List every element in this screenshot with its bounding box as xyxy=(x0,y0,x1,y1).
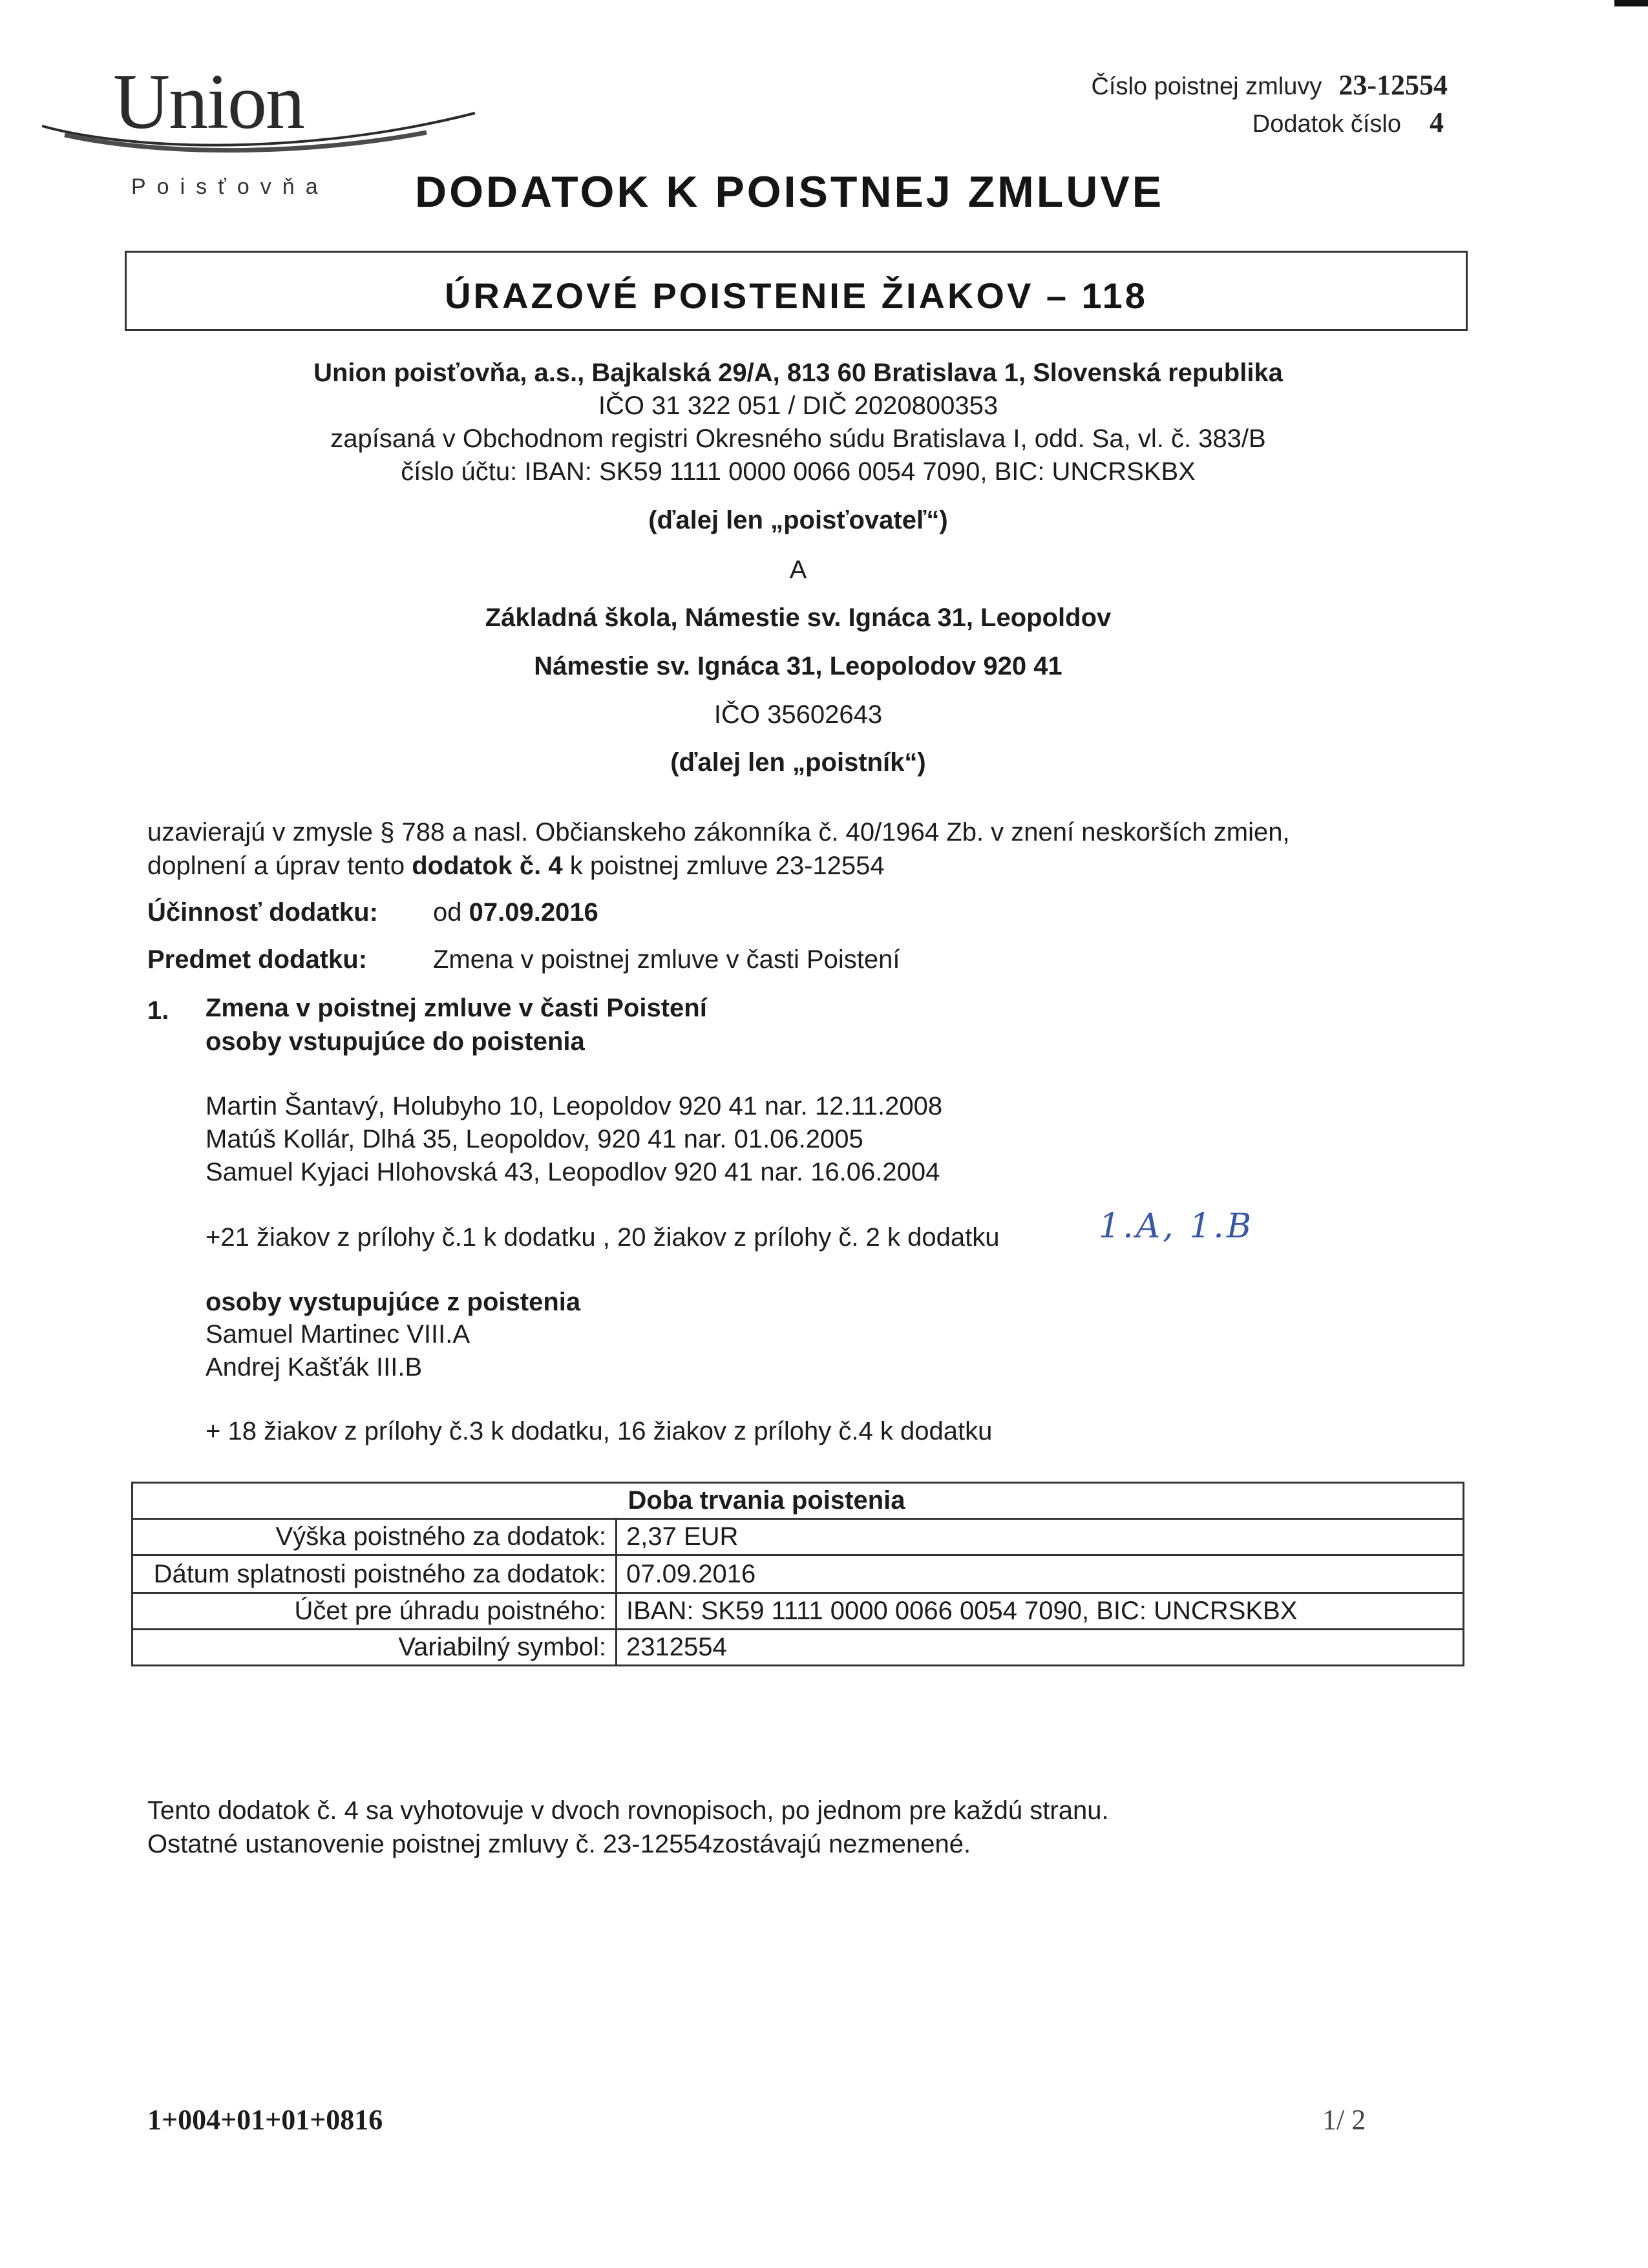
policyholder-alias: (ďalej len „poistník“) xyxy=(670,748,926,777)
table-row xyxy=(132,1593,1464,1630)
table-label: Variabilný symbol: xyxy=(132,1630,617,1666)
section-number: 1. xyxy=(147,996,169,1025)
entering-person: Martin Šantavý, Holubyho 10, Leopoldov 920 41 nar. 12.11.2008 xyxy=(206,1092,943,1120)
leaving-more: + 18 žiakov z prílohy č.3 k dodatku, 16 žiakov z prílohy č.4 k dodatku xyxy=(206,1417,993,1445)
table-value: IBAN: SK59 1111 0000 0066 0054 7090, BIC: UNCRSKBX xyxy=(617,1593,1464,1630)
table-value: 07.09.2016 xyxy=(617,1555,1464,1593)
conjunction: A xyxy=(789,556,807,584)
payment-table xyxy=(131,1482,1464,1666)
page-number: 1/ 2 xyxy=(1322,2104,1366,2136)
intro-line-1: uzavierajú v zmysle § 788 a nasl. Občianskeho zákonníka č. 40/1964 Zb. v znení neskorších zmien, xyxy=(147,818,1290,846)
handwritten-note: 1.A, 1.B xyxy=(1099,1207,1254,1246)
policyholder-name: Základná škola, Námestie sv. Ignáca 31, Leopoldov xyxy=(485,604,1112,632)
insurer-ids: IČO 31 322 051 / DIČ 2020800353 xyxy=(598,392,998,420)
table-row xyxy=(132,1630,1464,1666)
leaving-title: osoby vystupujúce z poistenia xyxy=(206,1288,581,1316)
footer-code: 1+004+01+01+0816 xyxy=(147,2104,383,2136)
table-value: 2312554 xyxy=(617,1630,1464,1666)
product-title: ÚRAZOVÉ POISTENIE ŽIAKOV – 118 xyxy=(445,275,1148,316)
contract-number-value: 23-12554 xyxy=(1338,69,1448,101)
effectivity-label: Účinnosť dodatku: xyxy=(147,898,378,927)
leaving-person: Andrej Kašťák III.B xyxy=(206,1353,423,1381)
scan-edge-mark xyxy=(1614,0,1648,6)
addendum-number-line xyxy=(1252,106,1444,139)
document-title: DODATOK K POISTNEJ ZMLUVE xyxy=(415,167,1165,216)
addendum-number-label: Dodatok číslo xyxy=(1252,110,1401,138)
contract-number-label: Číslo poistnej zmluvy xyxy=(1091,73,1322,100)
effectivity-date: 07.09.2016 xyxy=(469,898,598,927)
effectivity-value xyxy=(433,896,598,929)
insurer-alias: (ďalej len „poisťovateľ“) xyxy=(648,506,948,534)
table-header-spacer xyxy=(132,1483,617,1519)
table-row xyxy=(132,1519,1464,1555)
table-label: Dátum splatnosti poistného za dodatok: xyxy=(132,1555,617,1593)
insurer-name-address: Union poisťovňa, a.s., Bajkalská 29/A, 813 60 Bratislava 1, Slovenská republika xyxy=(313,359,1283,387)
logo-subtitle: Poisťovňa xyxy=(131,174,329,199)
table-label: Účet pre úhradu poistného: xyxy=(132,1593,617,1630)
subject-label: Predmet dodatku: xyxy=(147,945,368,974)
insurer-register: zapísaná v Obchodnom registri Okresného súdu Bratislava I, odd. Sa, vl. č. 383/B xyxy=(330,425,1266,453)
table-header: Doba trvania poistenia xyxy=(617,1483,1464,1519)
table-row xyxy=(132,1555,1464,1593)
leaving-person: Samuel Martinec VIII.A xyxy=(206,1320,470,1349)
closing-line-1: Tento dodatok č. 4 sa vyhotovuje v dvoch rovnopisoch, po jednom pre každú stranu. xyxy=(147,1796,1109,1825)
intro-addendum-ref: dodatok č. 4 xyxy=(412,852,563,880)
entering-person: Matúš Kollár, Dlhá 35, Leopoldov, 920 41 nar. 01.06.2005 xyxy=(206,1125,863,1153)
policyholder-ico: IČO 35602643 xyxy=(713,700,883,729)
insurer-account: číslo účtu: IBAN: SK59 1111 0000 0066 0054 7090, BIC: UNCRSKBX xyxy=(401,457,1196,486)
entering-more: +21 žiakov z prílohy č.1 k dodatku , 20 žiakov z prílohy č. 2 k dodatku xyxy=(206,1223,1000,1252)
contract-number-line xyxy=(1091,68,1448,101)
closing-line-2: Ostatné ustanovenie poistnej zmluvy č. 23-12554zostávajú nezmenené. xyxy=(147,1830,971,1858)
intro-text-post: k poistnej zmluve 23-12554 xyxy=(562,852,885,880)
effectivity-prefix: od xyxy=(433,898,469,927)
union-logo: Union xyxy=(113,58,304,145)
addendum-number-value: 4 xyxy=(1430,107,1444,138)
subject-value: Zmena v poistnej zmluve v časti Poistení xyxy=(433,945,900,974)
intro-text xyxy=(147,815,1290,883)
logo-swoosh-icon xyxy=(39,107,478,158)
table-label: Výška poistného za dodatok: xyxy=(132,1519,617,1555)
section-title: Zmena v poistnej zmluve v časti Poistení xyxy=(206,994,707,1022)
table-value: 2,37 EUR xyxy=(617,1519,1464,1555)
table-row xyxy=(132,1483,1464,1519)
intro-line-2 xyxy=(147,849,1290,883)
entering-person: Samuel Kyjaci Hlohovská 43, Leopodlov 920 41 nar. 16.06.2004 xyxy=(206,1158,940,1186)
section-subtitle: osoby vstupujúce do poistenia xyxy=(206,1027,585,1056)
policyholder-address: Námestie sv. Ignáca 31, Leopolodov 920 41 xyxy=(534,652,1062,680)
intro-text-pre: doplnení a úprav tento xyxy=(147,852,412,880)
product-title-box xyxy=(125,251,1468,331)
